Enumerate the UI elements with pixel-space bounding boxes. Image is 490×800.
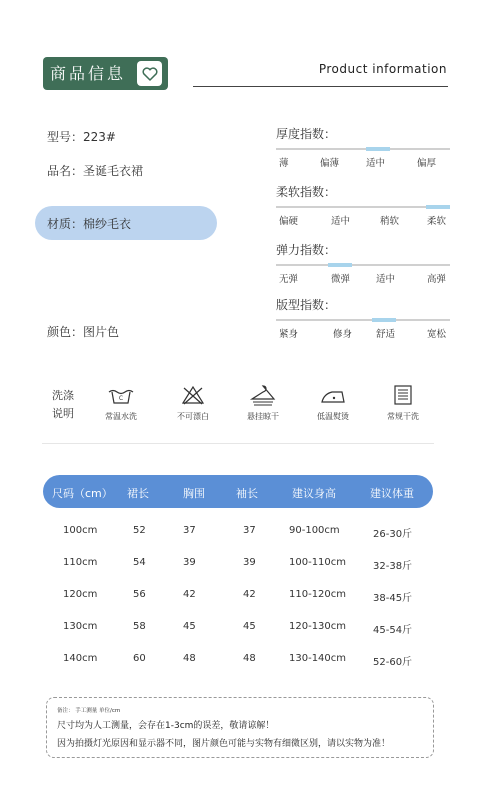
- wash-label: 悬挂晾干: [247, 412, 279, 421]
- index-label: 薄: [279, 158, 289, 169]
- table-header-cell: 裙长: [127, 487, 149, 500]
- index-bar: [276, 319, 450, 340]
- index-label: 偏硬: [279, 216, 299, 227]
- table-cell: 120-130cm: [289, 621, 347, 632]
- wash-label: 常规干洗: [387, 412, 419, 421]
- table-cell: 37: [243, 525, 256, 536]
- index-highlight: [328, 263, 352, 267]
- section-divider: [42, 443, 434, 444]
- table-cell: 45: [243, 621, 256, 632]
- model-number: 型号：223#: [47, 130, 116, 144]
- note-line: 因为拍摄灯光原因和显示器不同，图片颜色可能与实物有细微区别，请以实物为准！: [57, 739, 391, 749]
- index-title: 弹力指数：: [276, 243, 337, 257]
- table-cell: 52: [133, 525, 146, 536]
- table-cell: 110-120cm: [289, 589, 347, 600]
- table-header-cell: 胸围: [183, 487, 205, 500]
- table-header-cell: 建议体重: [370, 487, 414, 500]
- table-header-cell: 袖长: [236, 487, 258, 500]
- no-bleach-icon: [178, 384, 208, 406]
- dry-clean-icon: [388, 384, 418, 406]
- index-label: 宽松: [427, 329, 447, 340]
- note-line: 尺寸均为人工测量，会存在1-3cm的误差，敬请谅解！: [57, 721, 275, 731]
- heart-icon: [137, 61, 162, 86]
- table-cell: 90-100cm: [289, 525, 340, 536]
- index-highlight: [366, 147, 390, 151]
- header-divider: [193, 86, 448, 87]
- table-cell: 45-54斤: [373, 625, 413, 636]
- index-label: 稍软: [380, 216, 400, 227]
- table-cell: 48: [243, 653, 256, 664]
- table-cell: 42: [243, 589, 256, 600]
- index-label: 柔软: [427, 216, 447, 227]
- table-cell: 110cm: [63, 557, 98, 568]
- index-label: 偏薄: [320, 158, 340, 169]
- page-title: 商品信息: [50, 64, 127, 83]
- table-cell: 37: [183, 525, 196, 536]
- table-cell: 130-140cm: [289, 653, 347, 664]
- table-cell: 60: [133, 653, 146, 664]
- index-title: 厚度指数：: [276, 127, 337, 141]
- index-label: 无弹: [279, 274, 299, 285]
- table-cell: 100cm: [63, 525, 98, 536]
- index-bar: [276, 264, 450, 285]
- table-cell: 39: [243, 557, 256, 568]
- wash-normal-temp-icon: [106, 384, 136, 406]
- section-subtitle: Product information: [318, 62, 447, 76]
- table-cell: 45: [183, 621, 196, 632]
- wash-label: 不可漂白: [177, 412, 209, 421]
- index-label: 舒适: [376, 329, 396, 340]
- wash-label: 低温熨烫: [317, 412, 349, 421]
- table-cell: 48: [183, 653, 196, 664]
- low-iron-icon: [318, 384, 348, 406]
- product-name: 品名：圣诞毛衣裙: [47, 164, 144, 178]
- index-label: 修身: [333, 329, 353, 340]
- table-cell: 58: [133, 621, 146, 632]
- index-label: 偏厚: [417, 158, 437, 169]
- table-cell: 42: [183, 589, 196, 600]
- index-highlight: [372, 318, 396, 322]
- table-cell: 52-60斤: [373, 657, 413, 668]
- table-cell: 38-45斤: [373, 593, 413, 604]
- table-cell: 100-110cm: [289, 557, 347, 568]
- product-color: 颜色：图片色: [47, 325, 120, 339]
- note-caption: 备注： 手工测量 单位/cm: [57, 708, 121, 714]
- material: 材质：棉纱毛衣: [47, 217, 132, 231]
- index-label: 适中: [331, 216, 351, 227]
- table-cell: 39: [183, 557, 196, 568]
- table-header-cell: 尺码（cm）: [52, 487, 113, 500]
- svg-text:C: C: [118, 395, 124, 402]
- index-label: 紧身: [279, 329, 299, 340]
- index-bar: [276, 206, 450, 227]
- table-cell: 32-38斤: [373, 561, 413, 572]
- table-cell: 26-30斤: [373, 529, 413, 540]
- index-highlight: [426, 205, 450, 209]
- table-cell: 120cm: [63, 589, 98, 600]
- index-bar: [276, 148, 450, 169]
- table-header-cell: 建议身高: [292, 487, 336, 500]
- index-label: 适中: [376, 274, 396, 285]
- table-cell: 130cm: [63, 621, 98, 632]
- index-title: 柔软指数：: [276, 185, 337, 199]
- hang-dry-icon: [248, 384, 278, 406]
- wash-title: 洗涤: [52, 389, 74, 402]
- table-cell: 140cm: [63, 653, 98, 664]
- wash-title: 说明: [52, 407, 74, 420]
- table-cell: 54: [133, 557, 146, 568]
- index-label: 适中: [366, 158, 386, 169]
- index-title: 版型指数：: [276, 298, 337, 312]
- index-label: 微弹: [331, 274, 351, 285]
- wash-label: 常温水洗: [105, 412, 137, 421]
- index-label: 高弹: [427, 274, 447, 285]
- table-cell: 56: [133, 589, 146, 600]
